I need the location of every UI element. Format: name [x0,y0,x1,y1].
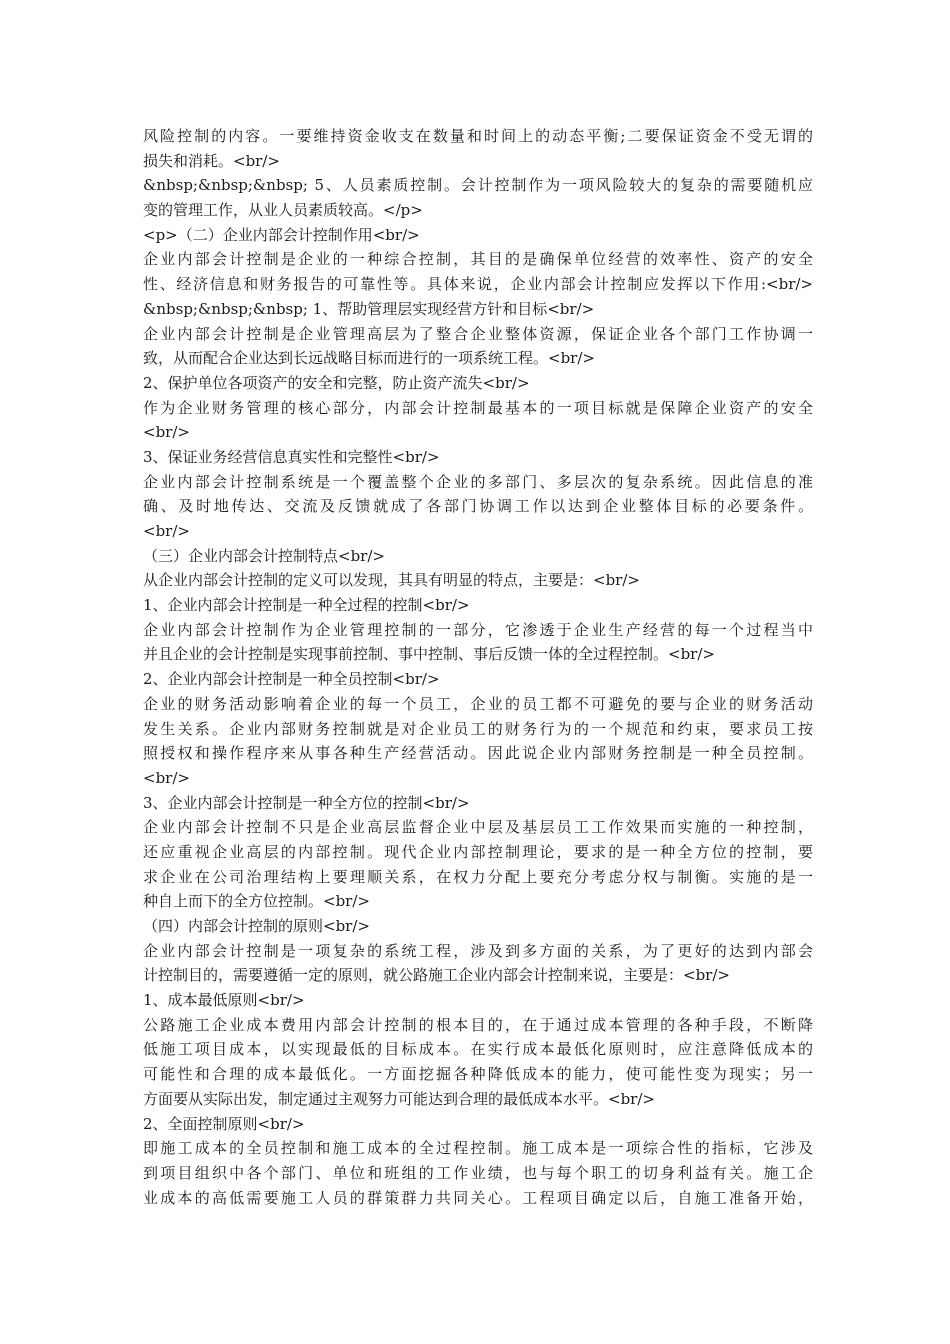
text-line: 3、企业内部会计控制是一种全方位的控制<br/> [143,793,470,812]
text-line: 企业内部会计控制不只是企业高层监督企业中层及基层员工工作效果而实施的一种控制， [143,818,813,837]
text-line: 发生关系。企业内部财务控制就是对企业员工的财务行为的一个规范和约束，要求员工按 [143,719,813,738]
text-line: 1、企业内部会计控制是一种全过程的控制<br/> [143,596,470,615]
text-line: 确、及时地传达、交流及反馈就成了各部门协调工作以达到企业整体目标的必要条件。 [143,497,813,516]
text-line: 2、企业内部会计控制是一种全员控制<br/> [143,670,440,689]
text-line: 2、保护单位各项资产的安全和完整，防止资产流失<br/> [143,373,530,392]
text-line: 企业内部会计控制是企业的一种综合控制，其目的是确保单位经营的效率性、资产的安全 [143,250,813,269]
text-line: <br/> [143,423,190,442]
text-line: 3、保证业务经营信息真实性和完整性<br/> [143,447,440,466]
text-line: &nbsp;&nbsp;&nbsp; 1、帮助管理层实现经营方针和目标<br/> [143,299,595,318]
text-line: 求企业在公司治理结构上要理顺关系，在权力分配上要充分考虑分权与制衡。实施的是一 [143,867,813,886]
text-line: （四）内部会计控制的原则<br/> [143,917,370,935]
text-line: 计控制目的，需要遵循一定的原则，就公路施工企业内部会计控制来说，主要是：<br/> [143,966,730,985]
text-line: <p>（二）企业内部会计控制作用<br/> [143,225,420,244]
text-line: （三）企业内部会计控制特点<br/> [143,546,385,565]
text-line: 企业的财务活动影响着企业的每一个员工，企业的员工都不可避免的要与企业的财务活动 [143,694,813,713]
document-page [143,124,813,1210]
text-line: <br/> [143,522,190,540]
text-line: 性、经济信息和财务报告的可靠性等。具体来说，企业内部会计控制应发挥以下作用:<br/> [143,275,813,294]
text-line: 还应重视企业高层的内部控制。现代企业内部控制理论，要求的是一种全方位的控制，要 [143,842,813,861]
text-line: 变的管理工作，从业人员素质较高。</p> [143,201,423,220]
text-line: 风险控制的内容。一要维持资金收支在数量和时间上的动态平衡;二要保证资金不受无谓的 [143,127,813,145]
text-line: 业成本的高低需要施工人员的群策群力共同关心。工程项目确定以后，自施工准备开始， [143,1188,813,1207]
text-line: 照授权和操作程序来从事各种生产经营活动。因此说企业内部财务控制是一种全员控制。 [143,744,813,763]
text-line: 并且企业的会计控制是实现事前控制、事中控制、事后反馈一体的全过程控制。<br/> [143,645,715,664]
text-line: 从企业内部会计控制的定义可以发现，其具有明显的特点，主要是：<br/> [143,571,640,590]
text-line: 作为企业财务管理的核心部分，内部会计控制最基本的一项目标就是保障企业资产的安全 [143,398,813,417]
text-line: 损失和消耗。<br/> [143,151,280,170]
text-line: 即施工成本的全员控制和施工成本的全过程控制。施工成本是一项综合性的指标，它涉及 [143,1139,813,1158]
text-line: &nbsp;&nbsp;&nbsp; 5、人员素质控制。会计控制作为一项风险较大的复杂的需要随机应 [143,176,813,195]
text-line: 公路施工企业成本费用内部会计控制的根本目的，在于通过成本管理的各种手段，不断降 [143,1015,813,1034]
text-line: <br/> [143,768,190,787]
text-line: 企业内部会计控制是一项复杂的系统工程，涉及到多方面的关系，为了更好的达到内部会 [143,941,813,960]
text-line: 可能性和合理的成本最低化。一方面挖掘各种降低成本的能力，使可能性变为现实；另一 [143,1065,813,1084]
text-line: 企业内部会计控制是企业管理高层为了整合企业整体资源，保证企业各个部门工作协调一 [143,324,813,343]
text-line: 方面要从实际出发，制定通过主观努力可能达到合理的最低成本水平。<br/> [143,1089,655,1108]
text-line: 2、全面控制原则<br/> [143,1114,305,1133]
text-line: 到项目组织中各个部门、单位和班组的工作业绩，也与每个职工的切身利益有关。施工企 [143,1163,813,1182]
text-line: 1、成本最低原则<br/> [143,991,305,1010]
text-line: 致，从而配合企业达到长远战略目标而进行的一项系统工程。<br/> [143,349,595,368]
text-line: 种自上而下的全方位控制。<br/> [143,892,370,911]
text-line: 企业内部会计控制系统是一个覆盖整个企业的多部门、多层次的复杂系统。因此信息的准 [143,472,813,491]
text-line: 低施工项目成本，以实现最低的目标成本。在实行成本最低化原则时，应注意降低成本的 [143,1040,813,1059]
text-line: 企业内部会计控制作为企业管理控制的一部分，它渗透于企业生产经营的每一个过程当中 [143,620,813,639]
